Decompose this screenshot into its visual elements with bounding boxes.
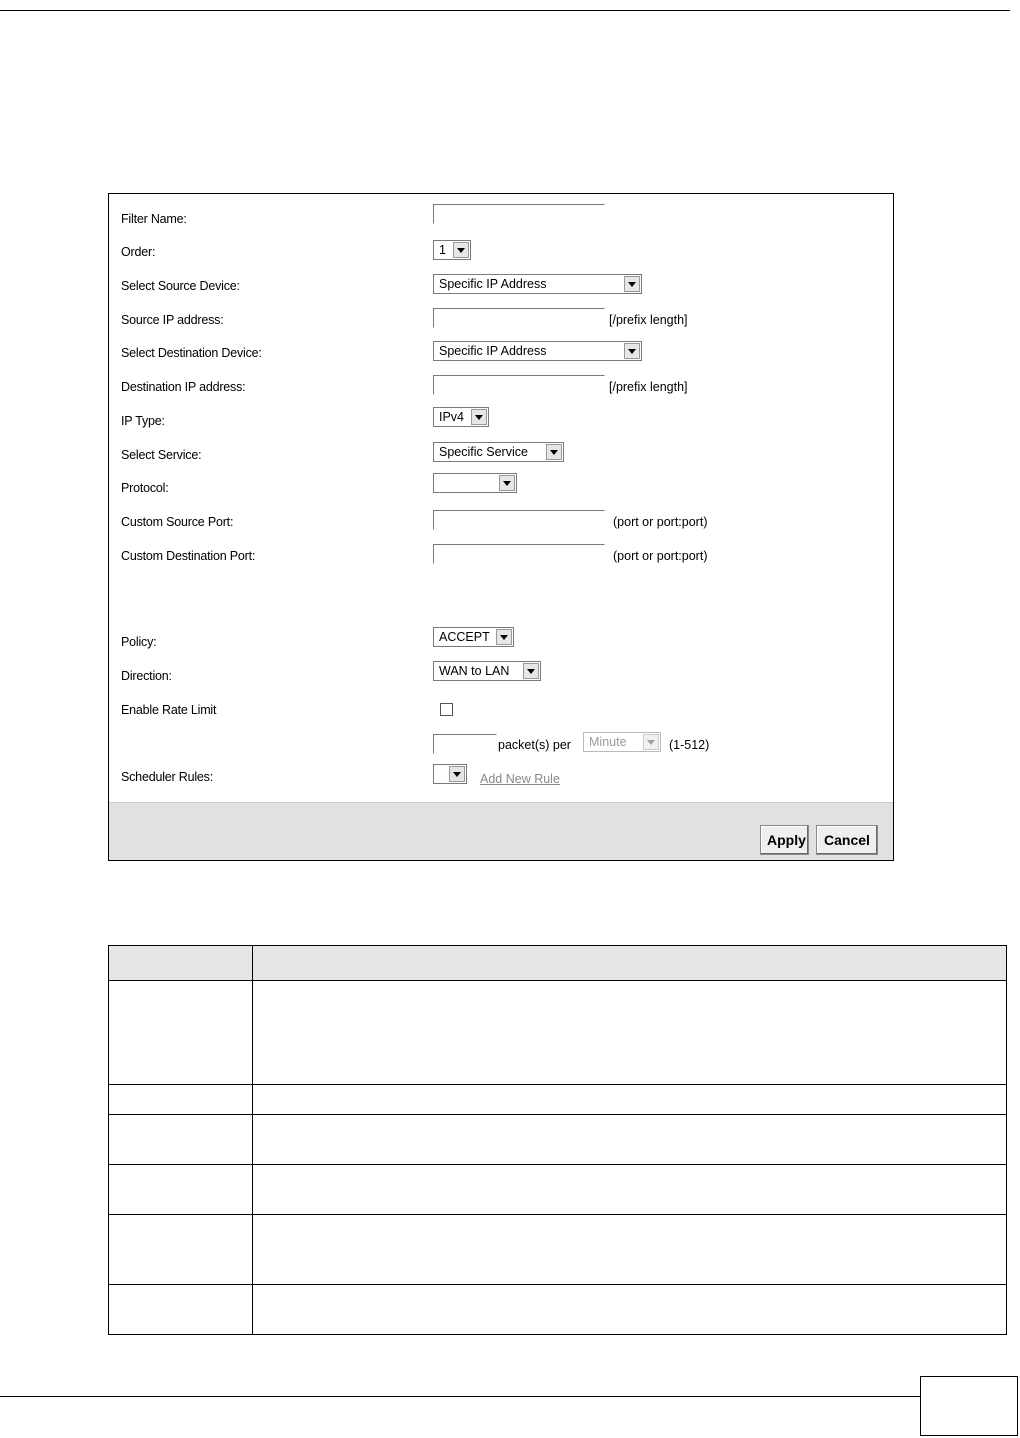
table-row [109,981,1007,1085]
rate-limit-input[interactable] [433,734,497,754]
ip-type-value: IPv4 [439,410,465,424]
chevron-down-icon [496,629,512,645]
ip-type-label: IP Type: [121,414,165,428]
rate-range-hint: (1-512) [669,738,710,752]
table-row [109,1215,1007,1285]
rate-unit-value: Minute [589,735,627,749]
policy-value: ACCEPT [439,630,490,644]
ip-type-select[interactable] [433,407,489,427]
scheduler-rules-label: Scheduler Rules: [121,770,213,784]
order-label: Order: [121,245,156,259]
cancel-button[interactable]: Cancel [816,825,878,855]
destination-ip-hint: [/prefix length] [609,380,688,394]
enable-rate-limit-checkbox[interactable] [440,703,453,716]
custom-destination-port-label: Custom Destination Port: [121,549,256,563]
service-select[interactable] [433,442,564,462]
rate-unit-select[interactable] [583,732,661,752]
direction-label: Direction: [121,669,172,683]
source-ip-input[interactable] [433,308,605,328]
chevron-down-icon [624,276,640,292]
form-footer [109,802,893,860]
direction-value: WAN to LAN [439,664,510,678]
direction-select[interactable] [433,661,541,681]
top-rule [0,10,1010,11]
order-select[interactable] [433,240,471,260]
table-row [109,1165,1007,1215]
filter-name-label: Filter Name: [121,212,187,226]
add-new-rule-link[interactable]: Add New Rule [480,772,560,786]
destination-ip-label: Destination IP address: [121,380,246,394]
service-label: Select Service: [121,448,202,462]
destination-device-label: Select Destination Device: [121,346,262,360]
destination-device-select[interactable] [433,341,642,361]
source-ip-label: Source IP address: [121,313,224,327]
service-value: Specific Service [439,445,528,459]
chevron-down-icon [523,663,539,679]
table-header-cell [253,946,1007,981]
chevron-down-icon [546,444,562,460]
custom-source-port-label: Custom Source Port: [121,515,234,529]
apply-button[interactable]: Apply [760,825,809,855]
policy-select[interactable] [433,627,514,647]
table-row [109,1115,1007,1165]
chevron-down-icon [471,409,487,425]
policy-label: Policy: [121,635,157,649]
scheduler-rules-select[interactable] [433,764,467,784]
table-header-row [109,946,1007,981]
table-header-cell [109,946,253,981]
custom-source-port-hint: (port or port:port) [613,515,708,529]
source-device-label: Select Source Device: [121,279,240,293]
destination-ip-input[interactable] [433,375,605,395]
chevron-down-icon [449,766,465,782]
custom-destination-port-input[interactable] [433,544,605,564]
packets-per-label: packet(s) per [498,738,571,752]
table-row [109,1285,1007,1335]
custom-source-port-input[interactable] [433,510,605,530]
filter-name-input[interactable] [433,204,605,224]
chevron-down-icon [499,475,515,491]
source-device-value: Specific IP Address [439,277,547,291]
source-device-select[interactable] [433,274,642,294]
protocol-label: Protocol: [121,481,169,495]
firewall-rule-form [108,193,894,861]
field-description-table [108,945,1007,1335]
chevron-down-icon [624,343,640,359]
page-number-box [920,1376,1018,1436]
chevron-down-icon [643,734,659,750]
destination-device-value: Specific IP Address [439,344,547,358]
table-row [109,1085,1007,1115]
enable-rate-limit-label: Enable Rate Limit [121,703,217,717]
protocol-select[interactable] [433,473,517,493]
custom-destination-port-hint: (port or port:port) [613,549,708,563]
bottom-rule [0,1396,920,1397]
source-ip-hint: [/prefix length] [609,313,688,327]
order-value: 1 [439,243,446,257]
chevron-down-icon [453,242,469,258]
